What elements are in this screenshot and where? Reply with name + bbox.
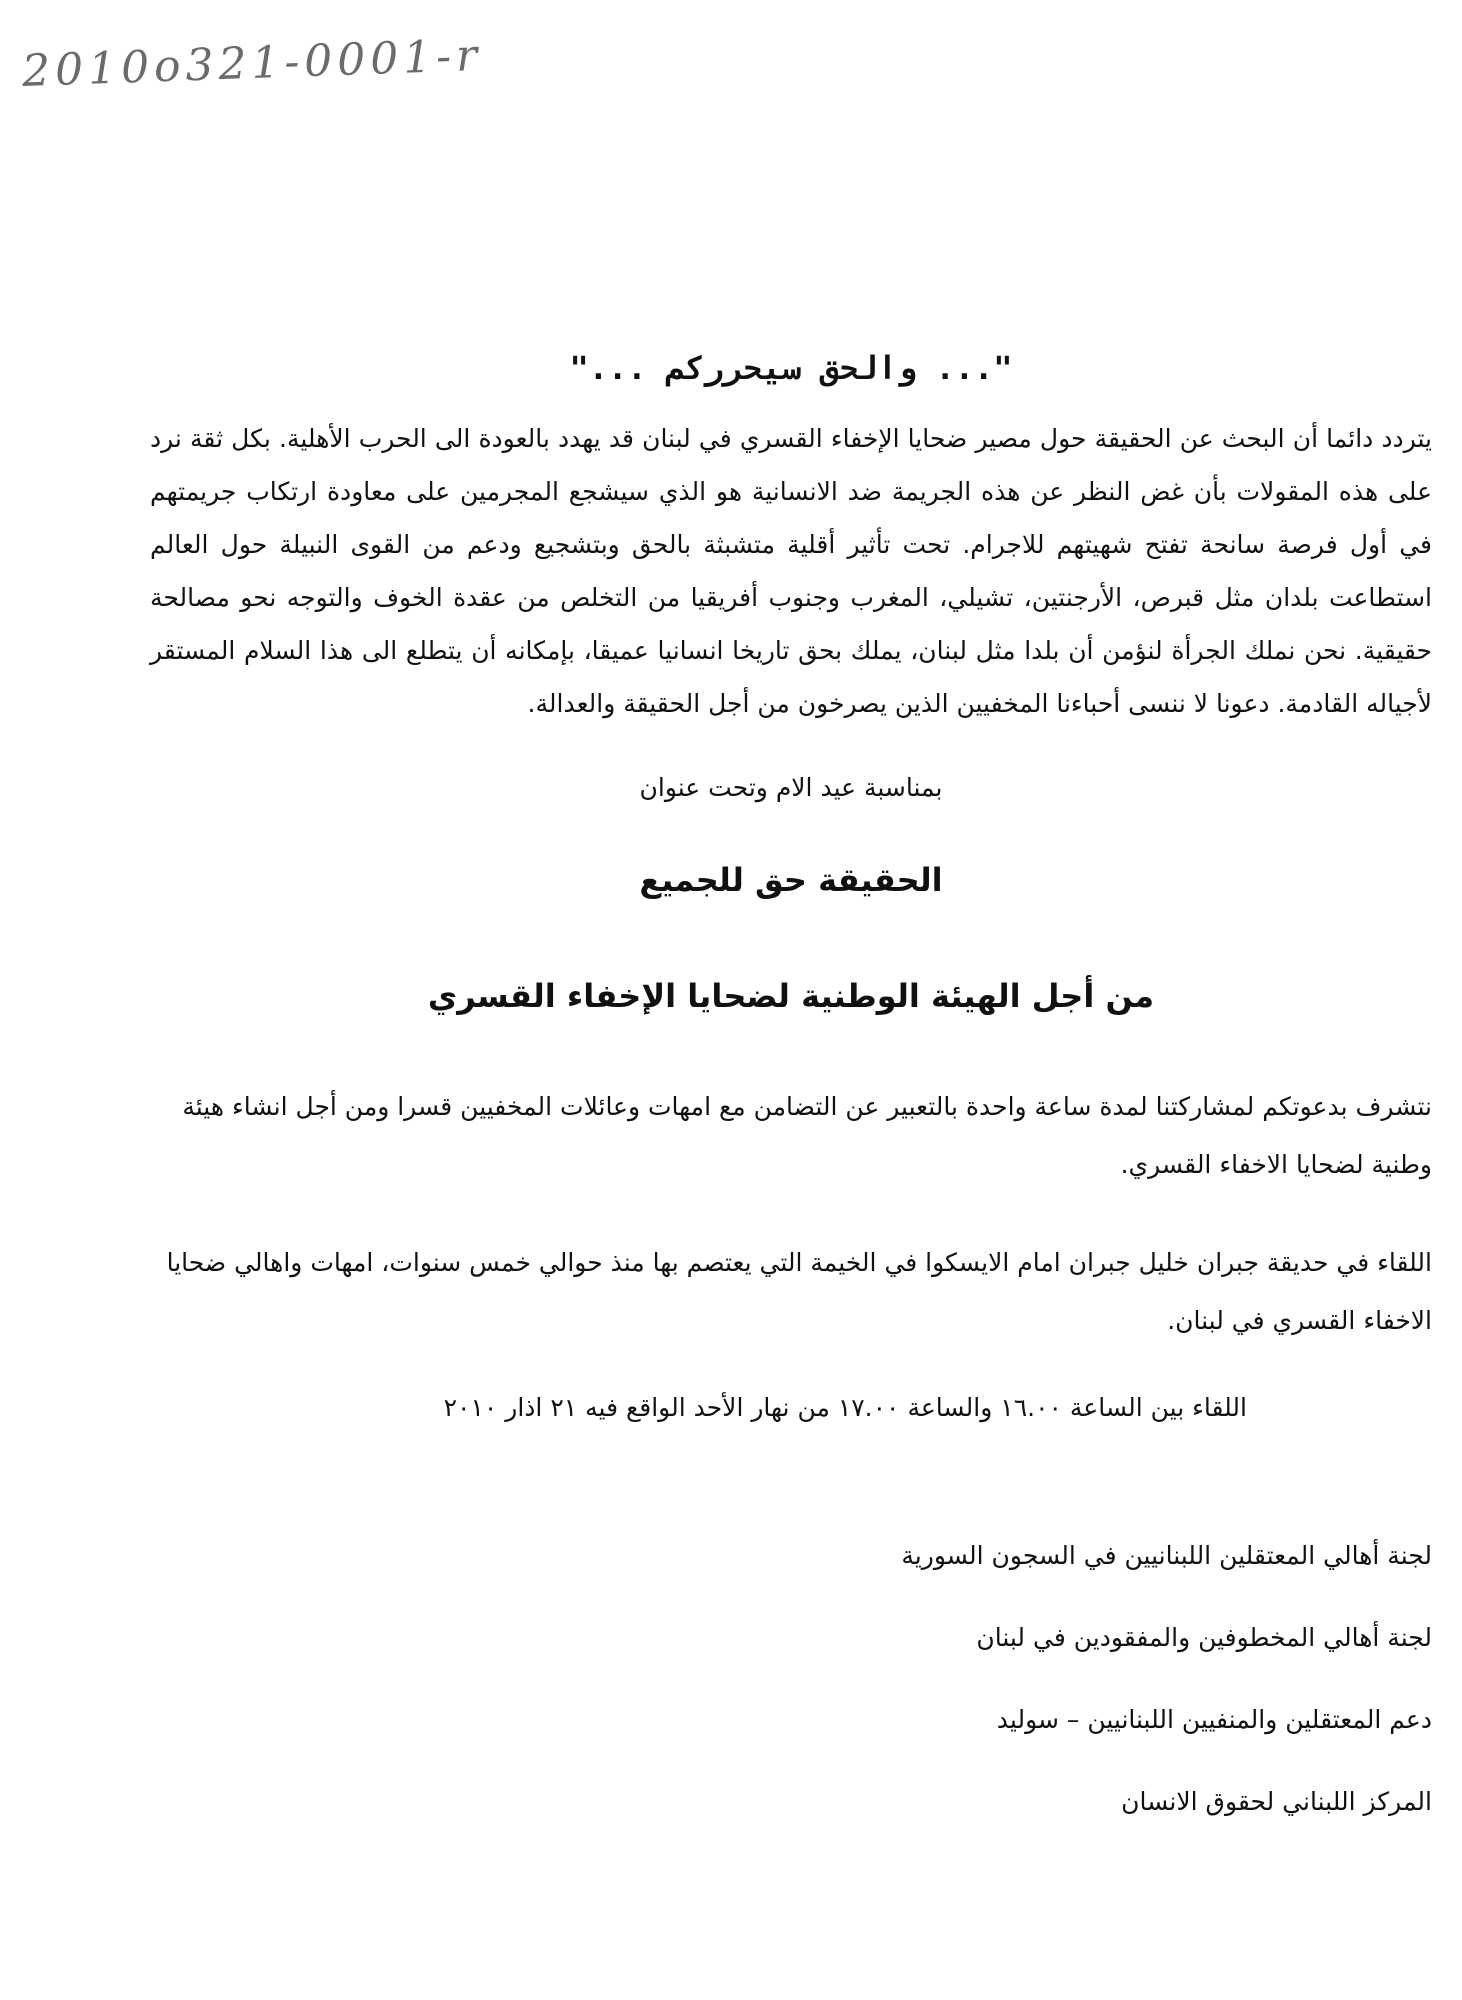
letter-body (150, 340, 1432, 1864)
intro-paragraph: يتردد دائما أن البحث عن الحقيقة حول مصير ضحايا الإخفاء القسري في لبنان قد يهدد بالعودة الى الحرب الأهلية. بكل ثقة نرد على هذه المقولات بأن غض النظر عن هذه الجريمة ضد الانسانية هو الذي سيشجع المجرمين على معاودة ارتكاب جريمتهم في أول فرصة سانحة تفتح شهيتهم للاجرام. تحت تأثير أقلية متشبثة بالحق وبتشجيع ودعم من القوى النبيلة حول العالم استطاعت بلدان مثل قبرص، الأرجنتين، تشيلي، المغرب وجنوب أفريقيا من التخلص من عقدة الخوف والتوجه نحو مصالحة حقيقية. نحن نملك الجرأة لنؤمن أن بلدا مثل لبنان، يملك بحق تاريخا انسانيا عميقا، بإمكانه أن يتطلع الى هذا السلام المستقر لأجياله القادمة. دعونا لا ننسى أحباءنا المخفيين الذين يصرخون من أجل الحقيقة والعدالة. (150, 424, 1432, 718)
sub-heading: من أجل الهيئة الوطنية لضحايا الإخفاء القسري (427, 977, 1155, 1015)
organization-item: دعم المعتقلين والمنفيين اللبنانيين – سوليد (996, 1705, 1432, 1734)
organizations-list (150, 1536, 1432, 1822)
occasion-line: بمناسبة عيد الام وتحت عنوان (639, 773, 943, 802)
handwritten-reference-number: 2010o321-0001-r (21, 29, 483, 98)
main-heading: الحقيقة حق للجميع (639, 861, 943, 899)
invitation-paragraph: نتشرف بدعوتكم لمشاركتنا لمدة ساعة واحدة بالتعبير عن التضامن مع امهات وعائلات المخفيين قسرا ومن أجل انشاء هيئة وطنية لضحايا الاخفاء القسري. (182, 1092, 1432, 1179)
organization-item: لجنة أهالي المعتقلين اللبنانيين في السجون السورية (901, 1541, 1432, 1570)
location-paragraph: اللقاء في حديقة جبران خليل جبران امام الايسكوا في الخيمة التي يعتصم بها منذ حوالي خمس سنوات، امهات واهالي ضحايا الاخفاء القسري في لبنان. (166, 1248, 1432, 1335)
document-title: "... والحق سيحرركم ..." (569, 349, 1013, 387)
meeting-time-line: اللقاء بين الساعة ١٦.٠٠ والساعة ١٧.٠٠ من نهار الأحد الواقع فيه ٢١ اذار ٢٠١٠ (443, 1393, 1247, 1422)
organization-item: المركز اللبناني لحقوق الانسان (1121, 1787, 1432, 1816)
organization-item: لجنة أهالي المخطوفين والمفقودين في لبنان (976, 1623, 1432, 1652)
